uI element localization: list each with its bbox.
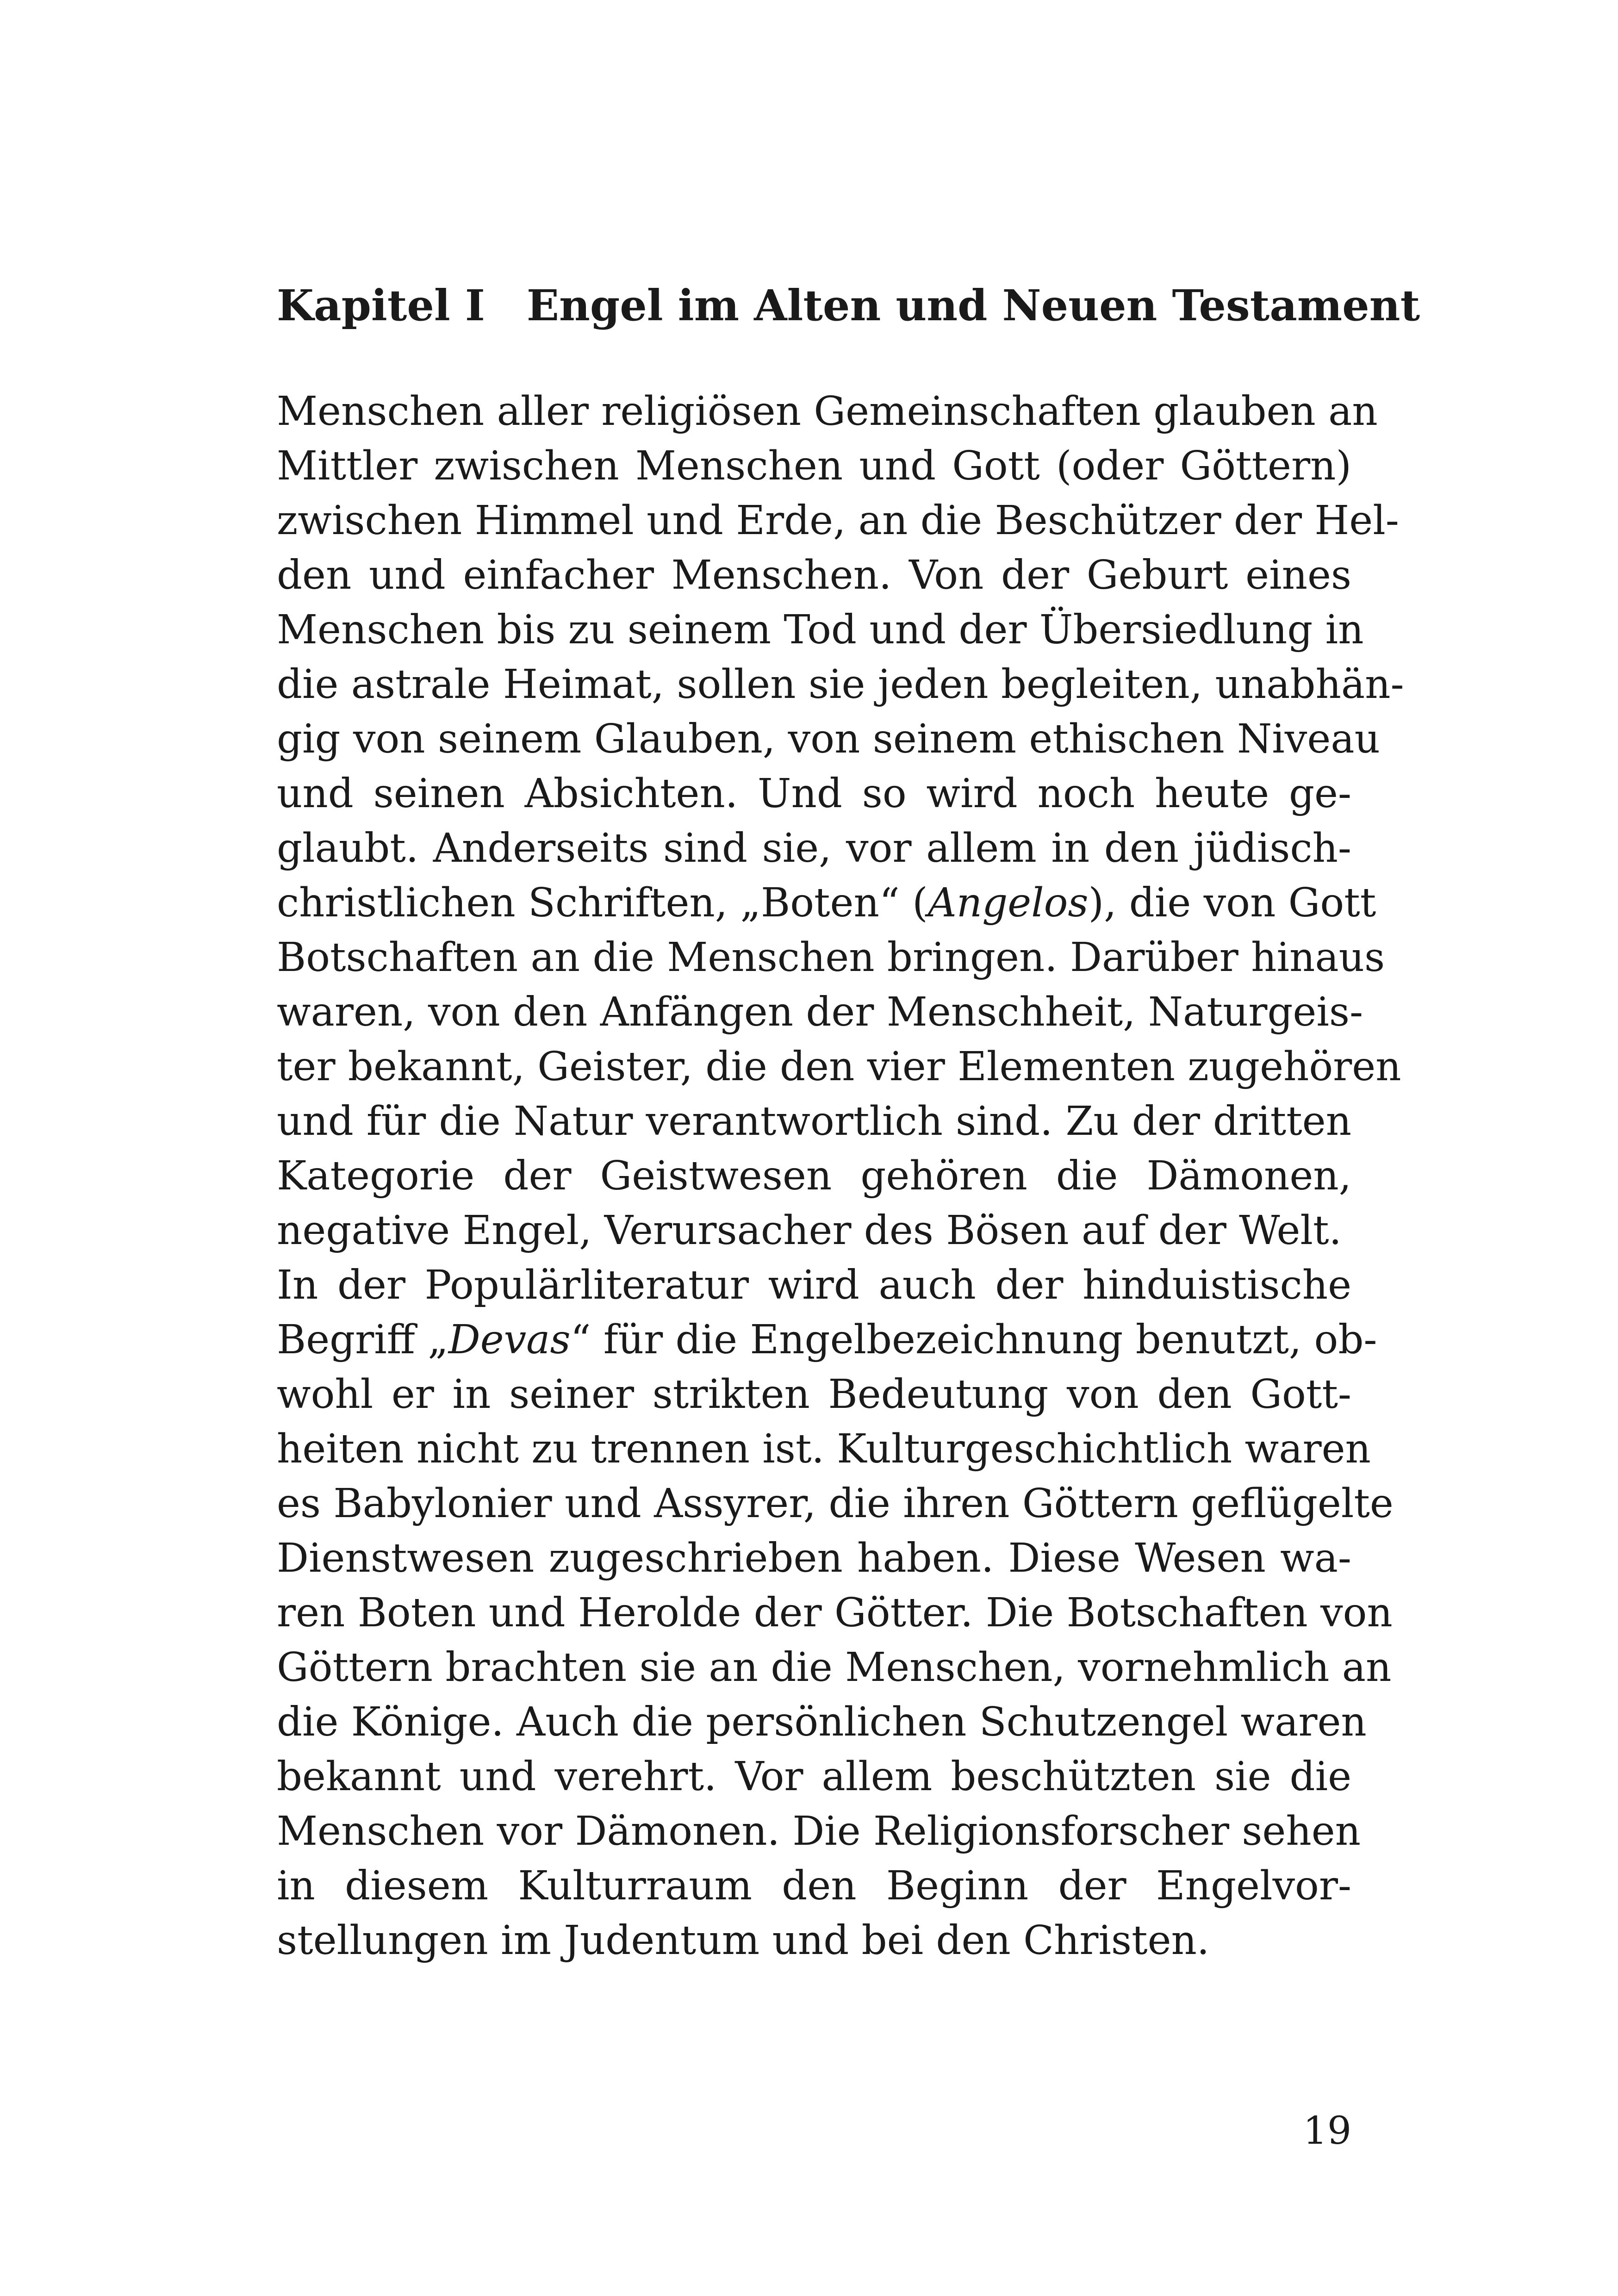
- text-line: [277, 1913, 1351, 1968]
- text-run: zwischen Himmel und Erde, an die Beschützer der Hel-: [277, 498, 1399, 544]
- text-run: Mittler zwischen Menschen und Gott (oder Göttern): [277, 443, 1351, 489]
- text-line: [277, 930, 1385, 985]
- text-run: Menschen vor Dämonen. Die Religionsforscher sehen: [277, 1808, 1361, 1854]
- text-run: und für die Natur verantwortlich sind. Zu der dritten: [277, 1098, 1351, 1145]
- text-line: [277, 1149, 1351, 1203]
- text-line: [277, 1476, 1394, 1531]
- text-run: die Könige. Auch die persönlichen Schutzengel waren: [277, 1699, 1367, 1745]
- text-run: glaubt. Anderseits sind sie, vor allem in den jüdisch-: [277, 825, 1351, 871]
- text-line: [277, 1203, 1351, 1258]
- text-run: heiten nicht zu trennen ist. Kulturgeschichtlich waren: [277, 1426, 1371, 1472]
- text-line: [277, 1859, 1351, 1913]
- text-line: [277, 766, 1351, 821]
- text-line: [277, 1094, 1351, 1149]
- text-run: Botschaften an die Menschen bringen. Darüber hinaus: [277, 934, 1385, 981]
- paragraph: [277, 1258, 1394, 1968]
- text-line: [277, 1367, 1351, 1422]
- text-line: [277, 985, 1363, 1039]
- text-run: stellungen im Judentum und bei den Christen.: [277, 1917, 1210, 1964]
- text-run: ren Boten und Herolde der Götter. Die Botschaften von: [277, 1590, 1393, 1636]
- text-run: Dienstwesen zugeschrieben haben. Diese Wesen wa-: [277, 1535, 1351, 1581]
- text-run: “ für die Engelbezeichnung benutzt, ob-: [570, 1317, 1377, 1363]
- text-line: [277, 493, 1399, 548]
- text-line: [277, 1039, 1401, 1094]
- text-line: [277, 821, 1351, 876]
- text-run: bekannt und verehrt. Vor allem beschützten sie die: [277, 1754, 1351, 1800]
- text-run: den und einfacher Menschen. Von der Geburt eines: [277, 552, 1351, 598]
- text-line: [277, 603, 1364, 657]
- paragraph: [277, 384, 1404, 1258]
- text-line: [277, 1695, 1367, 1749]
- text-run: es Babylonier und Assyrer, die ihren Göttern geflügelte: [277, 1481, 1394, 1527]
- text-line: [277, 548, 1351, 603]
- text-run: ), die von Gott: [1088, 880, 1376, 926]
- text-run: In der Populärliteratur wird auch der hinduistische: [277, 1262, 1351, 1308]
- text-run: in diesem Kulturraum den Beginn der Engelvor-: [277, 1863, 1351, 1909]
- text-line: [277, 1258, 1351, 1313]
- text-line: [277, 1531, 1351, 1586]
- page-number: 19: [1303, 2109, 1351, 2153]
- text-line: [277, 1422, 1371, 1476]
- text-line: [277, 1749, 1351, 1804]
- italic-term: Angelos: [927, 880, 1089, 926]
- text-line: [277, 439, 1351, 493]
- text-run: und seinen Absichten. Und so wird noch heute ge-: [277, 771, 1351, 817]
- text-run: Kategorie der Geistwesen gehören die Dämonen,: [277, 1153, 1351, 1199]
- text-run: Menschen aller religiösen Gemeinschaften glauben an: [277, 388, 1378, 435]
- text-run: wohl er in seiner strikten Bedeutung von den Gott-: [277, 1371, 1351, 1418]
- text-run: Menschen bis zu seinem Tod und der Übersiedlung in: [277, 607, 1364, 653]
- body-text: [277, 384, 1404, 1968]
- italic-term: Devas: [448, 1317, 571, 1363]
- text-run: negative Engel, Verursacher des Bösen auf der Welt.: [277, 1207, 1342, 1254]
- text-line: [277, 1640, 1392, 1695]
- text-line: [277, 1804, 1361, 1859]
- text-run: Begriff „: [277, 1317, 448, 1363]
- text-line: [277, 876, 1376, 930]
- text-run: ter bekannt, Geister, die den vier Elementen zugehören: [277, 1044, 1401, 1090]
- text-run: christlichen Schriften, „Boten“ (: [277, 880, 928, 926]
- text-run: gig von seinem Glauben, von seinem ethischen Niveau: [277, 716, 1380, 762]
- text-run: Göttern brachten sie an die Menschen, vornehmlich an: [277, 1644, 1392, 1691]
- text-line: [277, 657, 1404, 712]
- chapter-heading: [277, 273, 1420, 338]
- text-run: die astrale Heimat, sollen sie jeden begleiten, unabhän-: [277, 661, 1404, 708]
- text-line: [277, 1313, 1377, 1367]
- chapter-title: Engel im Alten und Neuen Testament: [526, 280, 1420, 330]
- text-line: [277, 384, 1378, 439]
- text-run: waren, von den Anfängen der Menschheit, Naturgeis-: [277, 989, 1363, 1035]
- text-line: [277, 712, 1380, 766]
- chapter-number: Kapitel I: [277, 280, 485, 330]
- text-line: [277, 1586, 1393, 1640]
